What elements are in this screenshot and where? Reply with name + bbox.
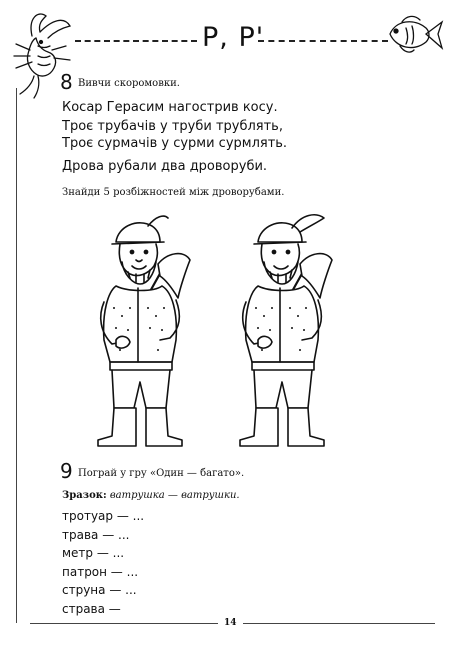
- exercise-8-subtask: Знайди 5 розбіжностей між дроворубами.: [62, 187, 285, 198]
- exercise-8-number: 8: [60, 70, 73, 94]
- exercise-9-sample: [62, 490, 240, 501]
- list-item: трава — ...: [62, 527, 130, 542]
- fish-illustration: [384, 12, 446, 58]
- exercise-9-number: 9: [60, 459, 73, 483]
- word-list: [62, 507, 144, 618]
- list-item: патрон — ...: [62, 564, 139, 579]
- list-item: метр — ...: [62, 546, 125, 560]
- page-number: 14: [218, 618, 243, 628]
- sample-label: Зразок:: [62, 490, 107, 501]
- woodcutter-right-illustration: [232, 212, 352, 448]
- list-item: страва —: [62, 601, 121, 616]
- page-title: Р, Р': [202, 22, 265, 53]
- woodcutter-left-illustration: [90, 212, 210, 448]
- page-frame-left: [16, 88, 17, 623]
- tongue-twister-line-2: Троє трубачів у труби трублять,: [62, 119, 283, 134]
- header-rule-right: [258, 40, 388, 42]
- tongue-twister-line-4: Дрова рубали два дроворуби.: [62, 159, 268, 174]
- exercise-8-instruction: Вивчи скоромовки.: [78, 78, 180, 89]
- list-item: струна — ...: [62, 583, 137, 597]
- header-rule-left: [75, 40, 197, 42]
- exercise-9-instruction: Пограй у гру «Один — багато».: [78, 468, 245, 479]
- tongue-twister-line-1: Косар Герасим нагострив косу.: [62, 100, 278, 115]
- list-item: тротуар — ...: [62, 509, 145, 523]
- tongue-twister-line-3: Троє сурмачів у сурми сурмлять.: [62, 136, 288, 151]
- sample-text: ватрушка — ватрушки.: [109, 490, 240, 501]
